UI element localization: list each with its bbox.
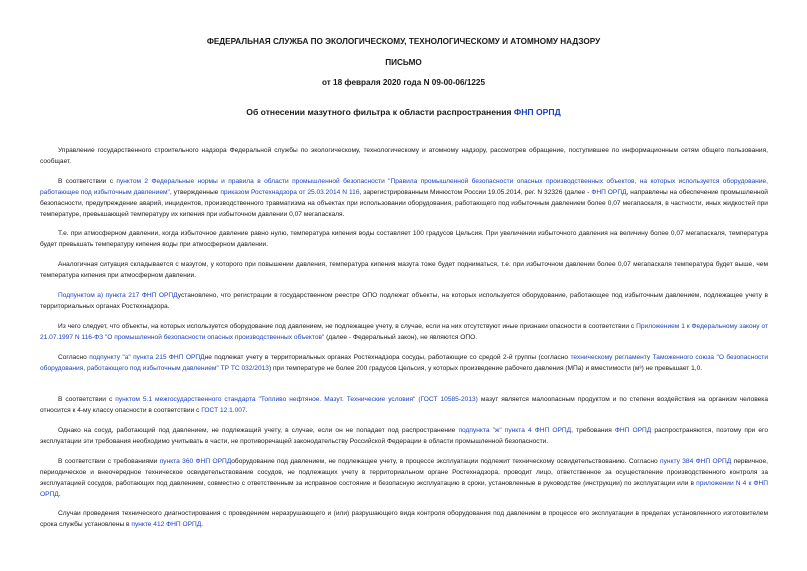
- paragraph-text: Аналогичная ситуация складывается с мазутом, у которого при повышении давления, температура кипения мазута тоже будет подниматься, т.е. при избыточном давлении более 0,07 мегапаскаля температура будет выше, чем температура кипения при атмосферном давлении.: [40, 261, 768, 279]
- paragraph-text: , зарегистрированным Минюстом России 19.05.2014, рег. N 32326 (далее -: [359, 189, 592, 196]
- title-link-fnp-orpd[interactable]: ФНП ОРПД: [513, 107, 561, 117]
- organization-name: ФЕДЕРАЛЬНАЯ СЛУЖБА ПО ЭКОЛОГИЧЕСКОМУ, ТЕХНОЛОГИЧЕСКОМУ И АТОМНОМУ НАДЗОРУ: [206, 37, 601, 46]
- link-appendix-4[interactable]: приложении N 4 к ФНП ОРПД: [40, 480, 768, 498]
- title-text: Об отнесении мазутного фильтра к области распространения: [246, 107, 514, 117]
- paragraph-text: первичное, периодическое и внеочередное техническое освидетельствование сосудов, не подлежащих учету в территориальном органе Ростехнадзора, проводит лицо, ответственное за осуществление производственного контроля за эксплуатацией сосудов, работающих под давлением, совместно с ответственным за исправное состояние и безопасную эксплуатацию в сроки, установленные в руководстве (инструкции) по эксплуатации или в: [40, 458, 768, 487]
- paragraph-text: , утвержденные: [169, 189, 221, 196]
- paragraph-text: Т.е. при атмосферном давлении, когда избыточное давление равно нулю, температура кипения воды составляет 100 градусов Цельсия. При увеличении избыточного давления на величину более 0,07 мегапаскаля, температура будет превышать температуру кипения воды при атмосферном давлении.: [40, 230, 768, 248]
- paragraph-text: распространяются, поэтому при его эксплуатации эти требования необходимо учитывать в части, не противоречащей законодательству Российской Федерации в области промышленной безопасности.: [40, 427, 768, 445]
- paragraph-text: Согласно: [58, 354, 90, 361]
- paragraph-8: [40, 394, 768, 416]
- paragraph-text: оборудование под давлением, не подлежащее учету, в процессе эксплуатации подлежит техническому освидетельствованию. Согласно: [231, 458, 661, 465]
- paragraph-10: [40, 456, 768, 500]
- paragraph-4: [40, 259, 768, 281]
- paragraph-text: ) при температуре не более 200 градусов Цельсия, у которых произведение рабочего давления (МПа) и вместимости (м³) не превышает 1,0.: [268, 365, 703, 372]
- link-clause-384[interactable]: пункту 384 ФНП ОРПД: [660, 458, 732, 465]
- link-tr-ts-032-2013[interactable]: техническому регламенту Таможенного союза "О безопасности оборудования, работающего под избыточным давлением" ТР ТС 032/2013: [40, 354, 769, 372]
- paragraph-text: Из чего следует, что объекты, на которых используется оборудование под давлением, не подлежащее учету, в случае, если на них отсутствуют иные признаки опасности в соответствии с: [58, 323, 637, 330]
- paragraph-text: В соответствии с: [58, 396, 116, 403]
- paragraph-1: [40, 145, 768, 167]
- link-subclause-a-215[interactable]: подпункту "а" пункта 215 ФНП ОРПД: [89, 354, 205, 361]
- link-fnp-clause-2[interactable]: пунктом 2 Федеральные нормы и правила в области промышленной безопасности "Правила промышленной безопасности опасных производственных объектов, на которых используется оборудование, работающее под избыточным давлением": [40, 178, 768, 196]
- paragraph-6: [40, 321, 768, 343]
- link-clause-360[interactable]: пункта 360 ФНП ОРПД: [159, 458, 232, 465]
- link-gost-12-1-007[interactable]: ГОСТ 12.1.007: [201, 407, 246, 414]
- paragraph-text: мазут является малоопасным продуктом и по степени воздействия на организм человека относится к 4-му классу опасности в соответствии с: [40, 396, 768, 414]
- link-subclause-a-217[interactable]: Подпунктом а) пункта 217 ФНП ОРПД: [58, 292, 178, 299]
- paragraph-7: [40, 352, 768, 374]
- paragraph-text: не подлежат учету в территориальных органах Ростехнадзора сосуды, работающие со средой 2-й группы (согласно: [204, 354, 571, 361]
- paragraph-5: [40, 290, 768, 312]
- paragraph-3: [40, 228, 768, 250]
- paragraph-text: .: [58, 491, 61, 498]
- paragraph-text: В соответствии с требованиями: [58, 458, 160, 465]
- paragraph-text: Управление государственного строительного надзора Федеральной службы по экологическому, технологическому и атомному надзору, рассмотрев обращение, поступившее по информационным сетям общего пользования, сообщает.: [40, 147, 768, 165]
- paragraph-text: .: [245, 407, 248, 414]
- paragraph-text: (далее - Федеральный закон), не являются ОПО.: [324, 334, 478, 341]
- link-gost-10585-2013[interactable]: пунктом 5.1 межгосударственного стандарта "Топливо нефтяное. Мазут. Технические условия" (ГОСТ 10585-2013): [115, 396, 478, 403]
- document-date-number: от 18 февраля 2020 года N 09-00-06/1225: [321, 78, 486, 87]
- paragraph-text: , направлены на обеспечение промышленной безопасности, предупреждение аварий, инцидентов, производственного травматизма на объектах при использовании оборудования, работающего под избыточным давлением более 0,07 мегапаскаля, в частности, иных жидкостей при температуре, превышающей температуру их кипения при избыточном давлении 0,07 мегапаскаля.: [40, 189, 768, 218]
- paragraph-text: Случаи проведения технического диагностирования с проведением неразрушающего и (или) разрушающего вида контроля оборудования под давлением в процессе его эксплуатации в пределах установленного изготовителем срока службы установлены в: [40, 510, 768, 528]
- paragraph-text: В соответствии с: [58, 178, 117, 185]
- paragraph-9: [40, 425, 768, 447]
- link-appendix-1-fz-116[interactable]: Приложением 1 к Федеральному закону от 21.07.1997 N 116-ФЗ "О промышленной безопасности опасных производственных объектов": [40, 323, 768, 341]
- document-type: ПИСЬМО: [385, 58, 422, 67]
- link-clause-412[interactable]: пункте 412 ФНП ОРПД: [131, 521, 202, 528]
- document-title: [0, 107, 807, 117]
- link-fnp-orpd[interactable]: ФНП ОРПД: [614, 427, 652, 434]
- paragraph-text: .: [201, 521, 204, 528]
- paragraph-2: [40, 176, 768, 220]
- link-fnp-orpd[interactable]: ФНП ОРПД: [591, 189, 627, 196]
- link-subclause-zh-4[interactable]: подпункта "ж" пункта 4 ФНП ОРПД: [458, 427, 572, 434]
- link-order-116[interactable]: приказом Ростехнадзора от 25.03.2014 N 116: [220, 189, 360, 196]
- paragraph-text: Однако на сосуд, работающий под давлением, не подлежащий учету, в случае, если он не попадает под распространение: [58, 427, 459, 434]
- paragraph-text: установлено, что регистрации в государственном реестре ОПО подлежат объекты, на которых используется оборудование, работающее под избыточным давлением, подлежащее учету в территориальных органах Ростехнадзора.: [40, 292, 769, 310]
- paragraph-11: [40, 508, 768, 530]
- paragraph-text: , требования: [571, 427, 615, 434]
